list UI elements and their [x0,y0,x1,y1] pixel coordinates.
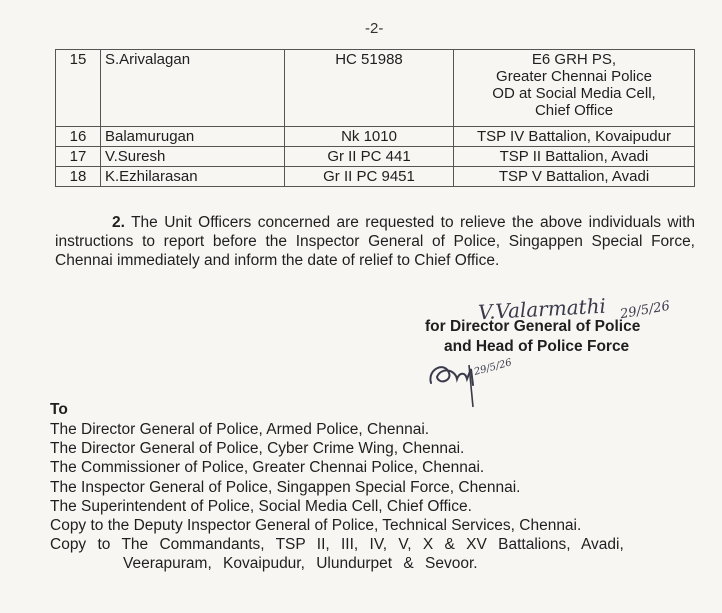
serial-number-cell: 16 [56,127,101,147]
recipient-line: Copy to the Deputy Inspector General of Police, Technical Services, Chennai. [50,517,582,535]
signatory-line-2: and Head of Police Force [444,338,630,355]
distribution-list [50,420,700,574]
recipient-line: The Superintendent of Police, Social Media Cell, Chief Office. [50,497,472,515]
unit-cell [454,147,695,167]
unit-line: TSP II Battalion, Avadi [499,148,649,165]
personnel-row [56,50,695,127]
unit-line: Chief Office [534,102,614,119]
distribution-heading: To [50,401,68,418]
rank-number-cell: HC 51988 [285,50,454,127]
copy-to-commandants: Copy to The Commandants, TSP II, III, IV, V, X & XV Battalions, Avadi, Veerapuram, Kovaipudur, Ulundurpet & Sevoor. [50,536,624,573]
personnel-row [56,127,695,147]
name-cell: Balamurugan [101,127,285,147]
personnel-row [56,147,695,167]
paragraph-text: The Unit Officers concerned are requested to relieve the above individuals with instructions to report before the Inspector General of Police, Singappen Special Force, Chennai immediately and inform the date of relief to Chief Office. [55,214,695,269]
unit-cell [454,127,695,147]
page-number: -2- [365,20,384,37]
unit-line: E6 GRH PS, [531,51,617,68]
recipient-line: The Commissioner of Police, Greater Chennai Police, Chennai. [50,459,485,477]
handwritten-signature-date: 29/5/26 [619,298,672,323]
personnel-row [56,167,695,187]
serial-number-cell: 18 [56,167,101,187]
serial-number-cell: 17 [56,147,101,167]
instruction-paragraph [55,213,695,270]
recipient-line: The Inspector General of Police, Singappen Special Force, Chennai. [50,478,521,496]
unit-line: Greater Chennai Police [496,68,652,85]
unit-cell [454,50,695,127]
initials-date: 29/5/26 [472,357,514,378]
unit-line: OD at Social Media Cell, [492,85,656,102]
unit-line: TSP V Battalion, Avadi [498,168,650,185]
recipient-line: The Director General of Police, Armed Police, Chennai. [50,421,430,438]
handwritten-signature: V.Valarmathi [477,293,607,325]
rank-number-cell: Nk 1010 [285,127,454,147]
name-cell: K.Ezhilarasan [101,167,285,187]
recipient-line: The Director General of Police, Cyber Crime Wing, Chennai. [50,440,465,458]
name-cell: S.Arivalagan [101,50,285,127]
personnel-table-body [56,50,695,187]
rank-number-cell: Gr II PC 9451 [285,167,454,187]
unit-line: TSP IV Battalion, Kovaipudur [476,128,671,145]
paragraph-number: 2. [112,214,125,231]
signatory-line-1: for Director General of Police [425,318,641,335]
rank-number-cell: Gr II PC 441 [285,147,454,167]
unit-cell [454,167,695,187]
serial-number-cell: 15 [56,50,101,127]
personnel-table [55,49,695,187]
name-cell: V.Suresh [101,147,285,167]
handwritten-initials [425,355,515,410]
